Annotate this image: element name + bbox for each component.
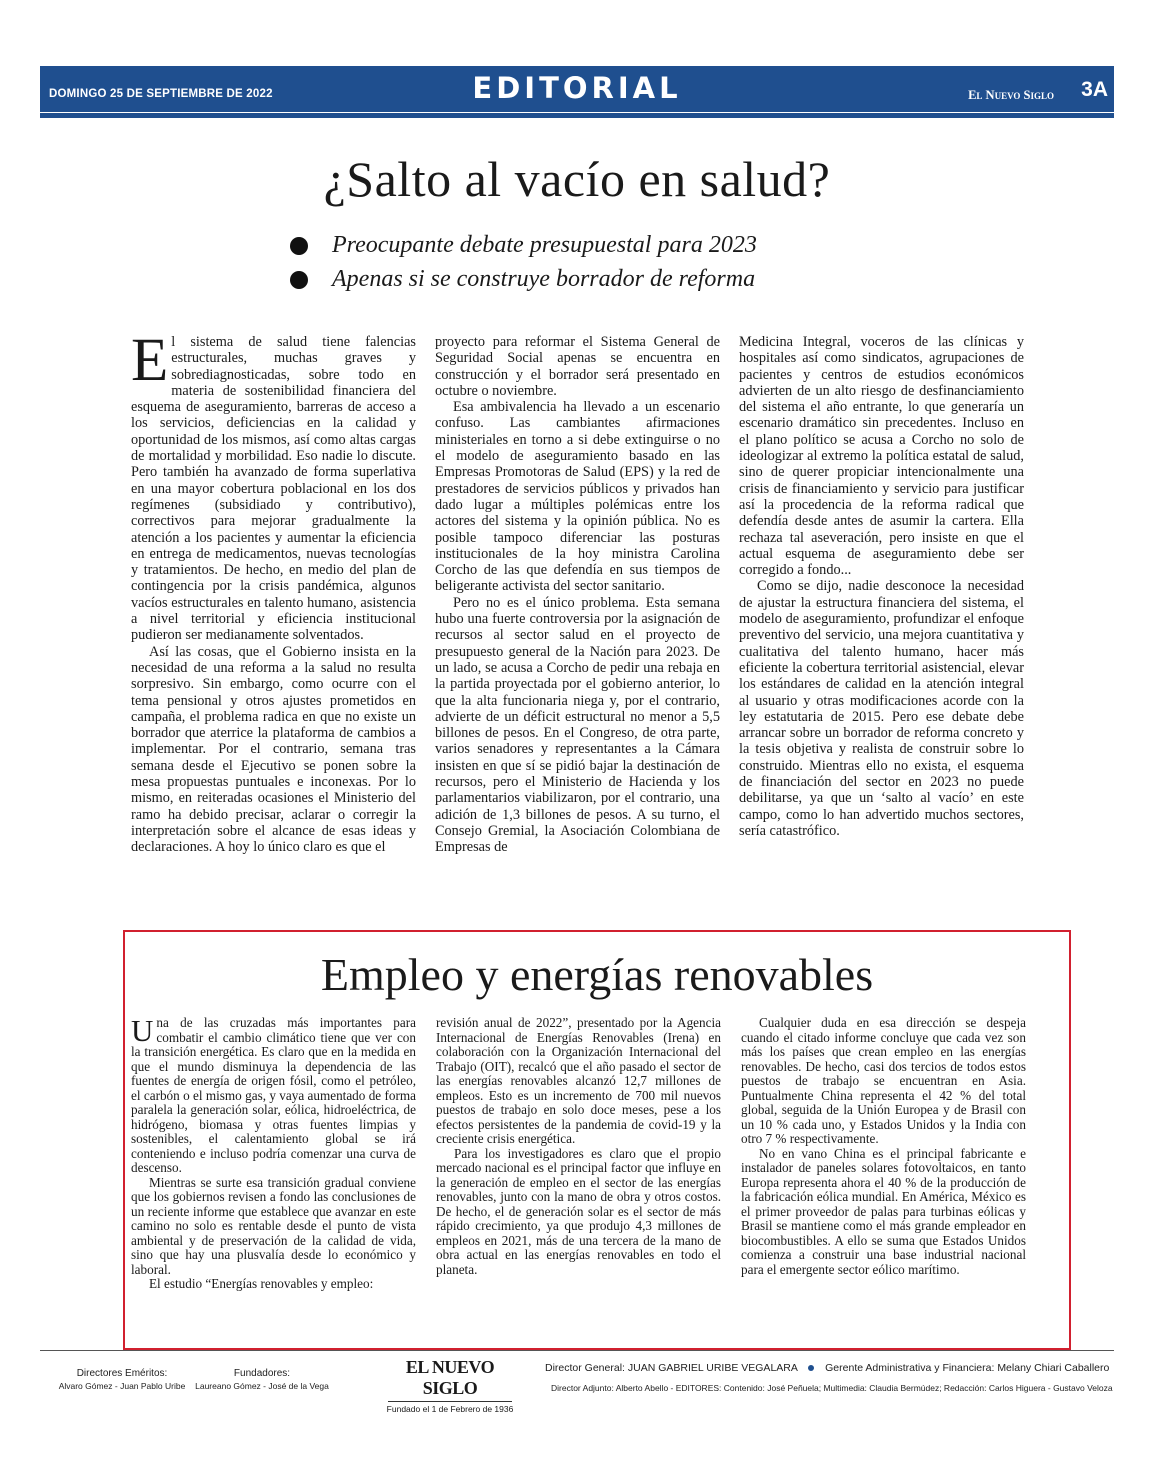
section-name: EDITORIAL	[472, 71, 682, 105]
manager-label: Gerente Administrativa y Financiera:	[825, 1362, 995, 1374]
emeritus-names: Alvaro Gómez - Juan Pablo Uribe	[58, 1381, 186, 1391]
bullet-icon	[290, 271, 308, 289]
page-number: 3A	[1081, 78, 1108, 101]
text-column	[131, 327, 416, 856]
paragraph: Mientras se surte esa transición gradual conviene que los gobiernos revisen a fondo las conclusiones de un reciente informe que establece que avanzar en este camino no solo es rentable desde el punto de vista ambiental y de preservación de la calidad de vida, sino que hay una plusvalía desde lo económico y laboral.	[131, 1174, 416, 1277]
paragraph: Medicina Integral, voceros de las clínicas y hospitales así como sindicatos, agrupaciones de pacientes y centros de estudios económicos advierten de un alto riesgo de desfinanciamiento del sistema el año entrante, lo que generaría un escenario dramático sin precedentes. Incluso en el plano político se acusa a Corcho no solo de ideologizar al extremo la política estatal de salud, sino de querer propiciar intencionalmente una crisis de financiamiento y servicio para justificar así la procedencia de la reforma radical que defendía desde antes de asumir la cartera. Ella rechaza tal aseveración, pero insiste en que el actual esquema de aseguramiento debe ser corregido a fondo...	[739, 334, 1024, 579]
founded-date: Fundado el 1 de Febrero de 1936	[386, 1404, 514, 1414]
subtitle-item	[290, 228, 930, 262]
section-banner	[40, 66, 1114, 112]
text-column	[739, 334, 1024, 856]
bullet-icon	[290, 237, 308, 255]
paragraph: Esa ambivalencia ha llevado a un escenario confuso. Las cambiantes afirmaciones ministeriales en torno a si debe extinguirse o no el modelo de aseguramiento basado en las Empresas Promotoras de Salud (EPS) y la red de prestadores de servicios públicos y privados han dado lugar a múltiples polémicas entre los actores del sistema y la opinión pública. No es posible tampoco diferenciar las posturas institucionales de la hoy ministra Carolina Corcho de las que defendía en sus tiempos de beligerante activista del sector sanitario.	[435, 399, 720, 595]
founders	[192, 1368, 332, 1391]
paragraph: proyecto para reformar el Sistema General de Seguridad Social apenas se encuentra en construcción y el borrador será presentado en octubre o noviembre.	[435, 334, 720, 399]
paragraph: No en vano China es el principal fabricante e instalador de paneles solares fotovoltaicos, en tanto Europa representa ahora el 40 % de la producción de la fabricación eólica mundial. En América, México es el primer proveedor de palas para turbinas eólicas y Brasil se mantiene como el más grande empleador en biocombustibles. A ello se suma que Estados Unidos comienza a construir una base industrial nacional para el emergente sector eólico marítimo.	[741, 1145, 1026, 1277]
drop-cap: U	[131, 1013, 154, 1048]
management-line	[545, 1362, 1109, 1374]
emeritus-label: Directores Eméritos:	[76, 1368, 168, 1379]
paragraph: Así las cosas, que el Gobierno insista en la necesidad de una reforma a la salud no resulta sorpresivo. Sin embargo, como ocurre con el tema pensional y otros ajustes prometidos en campaña, el problema radica en que no existe un borrador que aterrice la plataforma de cambios a implementar. Por el contrario, semana tras semana desde el Ejecutivo se ponen sobre la mesa propuestas puntuales e inconexas. Por lo mismo, en reiteradas ocasiones el Ministerio del ramo ha debido precisar, aclarar o corregir la interpretación sobre el alcance de esas ideas y declaraciones. A hoy lo único claro es que el	[131, 643, 416, 856]
separator-dot-icon	[808, 1365, 814, 1371]
paragraph: Cualquier duda en esa dirección se despeja cuando el citado informe concluye que cada vez son más los países que crean empleo en las energías renovables. De hecho, casi dos tercios de todos estos puestos de trabajo se encuentran en Asia. Puntualmente China representa el 42 % del total global, seguida de la Unión Europea y de Brasil con un 10 % cada uno, y Estados Unidos y la India con otro 7 % respectivamente.	[741, 1015, 1026, 1146]
issue-date: DOMINGO 25 DE SEPTIEMBRE DE 2022	[49, 88, 273, 100]
editorial-2-title: Empleo y energías renovables	[320, 949, 874, 1000]
drop-cap: E	[131, 327, 169, 394]
manager-name: Melany Chiari Caballero	[997, 1362, 1110, 1374]
newspaper-logo	[380, 1357, 520, 1414]
text-column	[435, 334, 720, 856]
editorial-1-subtitles	[290, 228, 930, 296]
editors-line: Director Adjunto: Alberto Abello - EDITORES: Contenido: José Peñuela; Multimedia: Claudia Bermúdez; Redacción: Carlos Higuera - Gustavo Veloza	[551, 1383, 1113, 1393]
newspaper-name: El Nuevo Siglo	[968, 88, 1054, 102]
paragraph: revisión anual de 2022”, presentado por la Agencia Internacional de Energías Renovables (Irena) en colaboración con la Organización Internacional del Trabajo (OIT), recalcó que el año pasado el sector de las energías renovables alcanzó 12,7 millones de empleos. Esto es un incremento de 700 mil nuevos puestos de trabajo en solo doce meses, pese a los efectos persistentes de la pandemia de covid-19 y la creciente crisis energética.	[436, 1015, 721, 1146]
banner-underline	[40, 113, 1114, 118]
paragraph: El estudio “Energías renovables y empleo:	[149, 1276, 374, 1291]
footer-divider	[40, 1350, 1114, 1351]
editorial-1-title: ¿Salto al vacío en salud?	[323, 151, 831, 207]
founders-names: Laureano Gómez - José de la Vega	[195, 1381, 329, 1391]
subtitle-text: Apenas si se construye borrador de reforma	[332, 266, 756, 292]
emeritus-directors	[52, 1368, 192, 1391]
paragraph: Pero no es el único problema. Esta semana hubo una fuerte controversia por la asignación de recursos al sector salud en el proyecto de presupuesto general de la Nación para 2023. De un lado, se acusa a Corcho de pedir una rebaja en la partida proyectada por el gobierno anterior, lo que la alta funcionaria niega y, por el contrario, advierte de un déficit estructural no menor a 5,5 billones de pesos. En el Congreso, de otra parte, varios senadores y representantes a la Cámara insisten en que sí se pidió bajar la destinación de recursos, pero el Ministerio de Hacienda y los parlamentarios viabilizaron, por el contrario, una adición de 1,3 billones de pesos. A su turno, el Consejo Gremial, la Asociación Colombiana de Empresas de	[435, 594, 720, 856]
paragraph: El sistema de salud tiene falencias estructurales, muchas graves y sobrediagnosticadas, sobre todo en materia de sostenibilidad financiera del esquema de aseguramiento, barreras de acceso a los servicios, deficiencias en la calidad y oportunidad de los mismos, así como altas cargas de mortalidad y morbilidad. Eso nadie lo discute. Pero también ha avanzado de forma superlativa en una mayor cobertura poblacional en los dos regímenes (subsidiado y contributivo), correctivos para mejorar gradualmente la atención a los pacientes y aumentar la eficiencia en entrega de medicamentos, nuevas tecnologías y tratamientos. De hecho, en medio del plan de contingencia por la crisis pandémica, algunos vacíos estructurales en talento humano, asistencia a nivel territorial y eficiencia institucional pudieron ser medianamente solventados.	[131, 327, 416, 644]
text-column	[436, 1016, 721, 1292]
director-name: JUAN GABRIEL URIBE VEGALARA	[627, 1362, 798, 1374]
editorial-1-body	[131, 327, 1024, 856]
paragraph: Para los investigadores es claro que el propio mercado nacional es el principal factor que influye en la generación de empleo en el sector de las energías renovables, junto con la mano de obra y otros costos. De hecho, el de generación solar es el sector de más rápido crecimiento, ya que produjo 4,3 millones de empleos en 2021, más de una tercera de la mano de obra actual en las energías renovables en todo el planeta.	[436, 1145, 721, 1277]
subtitle-item	[290, 262, 930, 296]
logo-underline	[388, 1401, 512, 1402]
paragraph: Como se dijo, nadie desconoce la necesidad de ajustar la estructura financiera del sistema, el modelo de aseguramiento, profundizar el enfoque preventivo del servicio, una mejora cuantitativa y cualitativa del talento humano, hacer más eficiente la cobertura territorial asistencial, elevar los estándares de calidad en la atención integral al usuario y otras modificaciones acorde con la ley estatutaria de 2015. Pero ese debate debe arrancar sobre un borrador de reforma concreto y la tesis objetiva y realista de construir sobre lo construido. Mientras ello no exista, el esquema de financiación del sector en 2023 no puede debilitarse, ya que un ‘salto al vacío’ en este campo, como lo han advertido muchos sectores, sería catastrófico.	[739, 578, 1024, 839]
subtitle-text: Preocupante debate presupuestal para 2023	[332, 232, 757, 258]
founders-label: Fundadores:	[233, 1368, 291, 1379]
director-label: Director General:	[545, 1362, 625, 1374]
paragraph: Una de las cruzadas más importantes para combatir el cambio climático tiene que ver con la transición energética. Es claro que en la medida en que el mundo disminuya la dependencia de las fuentes de energía de origen fósil, como el petróleo, el carbón o el mismo gas, y vaya aumentado de forma paralela la generación solar, eólica, hidroeléctrica, de hidrógeno, biomasa y otras fuentes limpias y sostenibles, el calentamiento global se irá conteniendo e incluso podría comenzar una curva de descenso.	[131, 1013, 416, 1175]
text-column	[741, 1016, 1026, 1292]
editorial-2-body	[131, 1013, 1026, 1292]
text-column	[131, 1013, 416, 1292]
logo-text: EL NUEVO SIGLO	[405, 1357, 495, 1398]
